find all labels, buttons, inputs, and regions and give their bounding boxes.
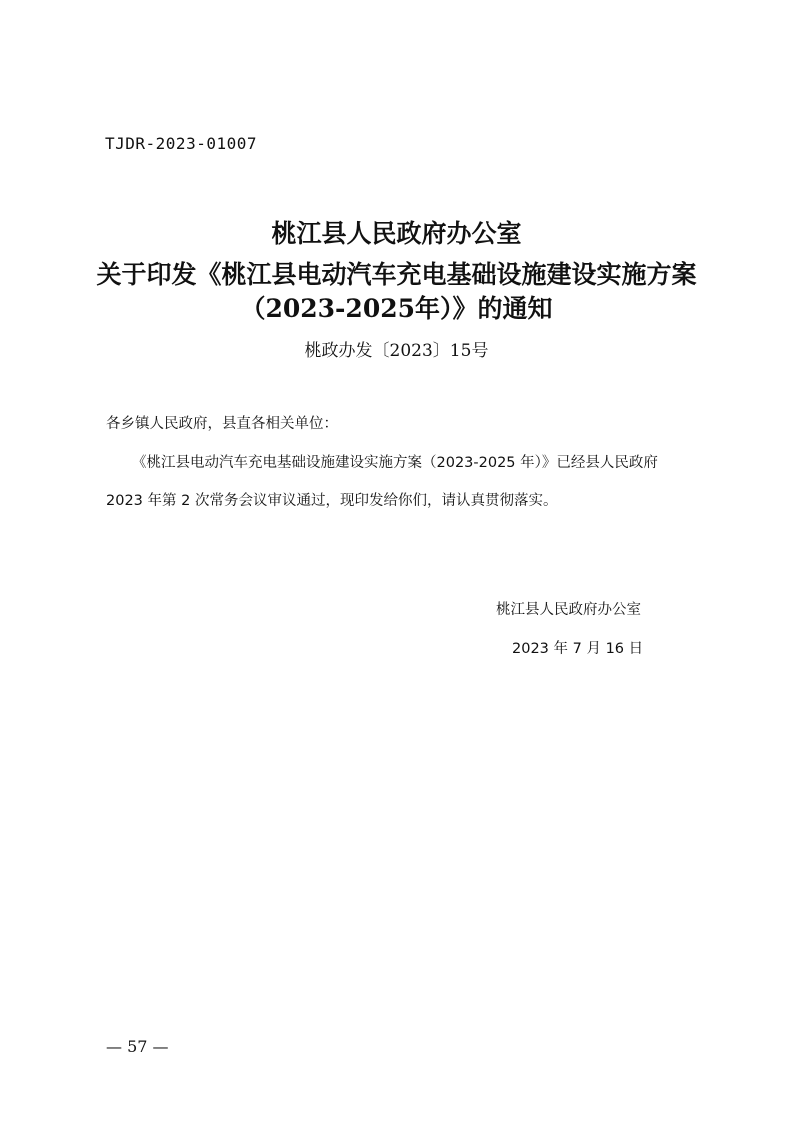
addressee: 各乡镇人民政府，县直各相关单位： bbox=[106, 416, 338, 432]
title-line-3: （2023-2025年）》的通知 bbox=[240, 294, 553, 323]
title-line-1: 桃江县人民政府办公室 bbox=[271, 219, 522, 248]
title-line-2: 关于印发《桃江县电动汽车充电基础设施建设实施方案 bbox=[96, 260, 697, 289]
signature-date: 2023 年 7 月 16 日 bbox=[512, 641, 644, 657]
body-paragraph-line-2: 2023 年第 2 次常务会议审议通过，现印发给你们，请认真贯彻落实。 bbox=[106, 493, 558, 509]
document-code: TJDR-2023-01007 bbox=[105, 134, 257, 153]
document-number: 桃政办发〔2023〕15号 bbox=[304, 341, 489, 361]
signature-organization: 桃江县人民政府办公室 bbox=[496, 602, 641, 618]
body-paragraph-line-1: 《桃江县电动汽车充电基础设施建设实施方案（2023-2025 年）》已经县人民政府 bbox=[132, 455, 658, 471]
page-number: — 57 — bbox=[106, 1037, 169, 1056]
